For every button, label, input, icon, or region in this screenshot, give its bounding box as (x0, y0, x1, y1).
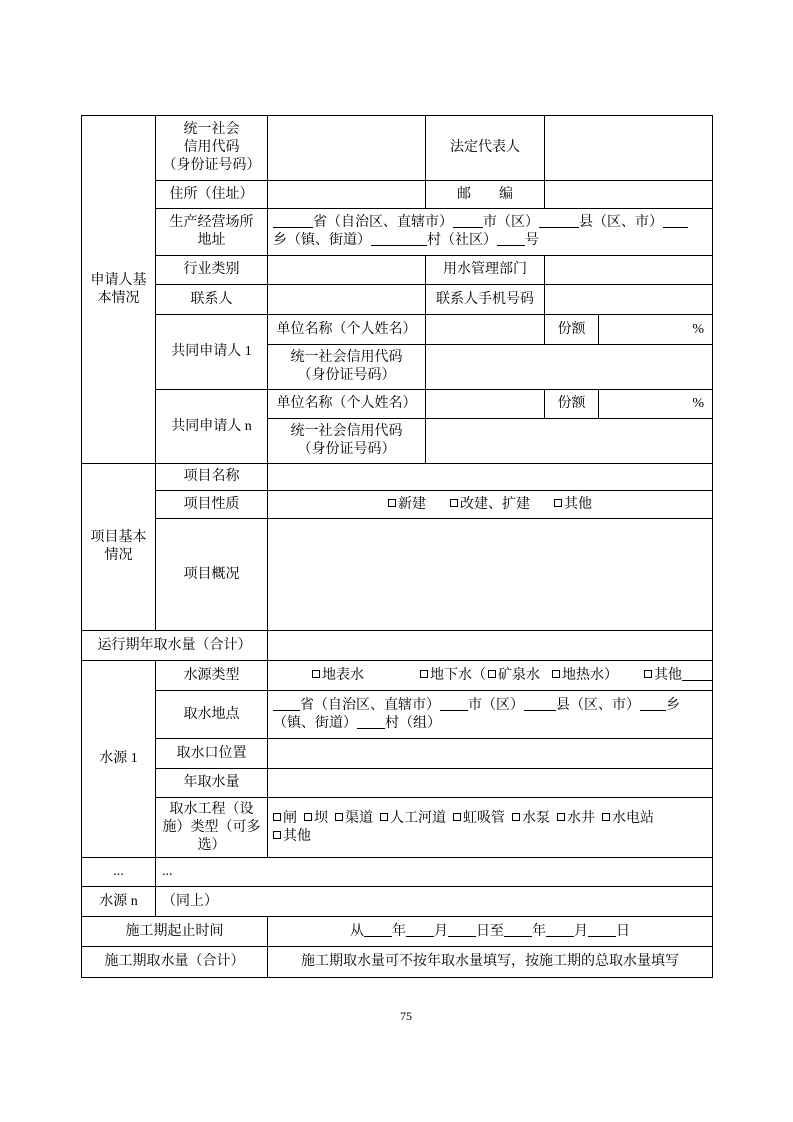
site-address-label-line: 生产经营场所 (169, 215, 254, 230)
fill-blank (682, 667, 713, 681)
co-applicant-name-label: 单位名称（个人姓名） (268, 315, 426, 345)
credit-code-label-line: 信用代码 (183, 140, 240, 155)
option-label: 矿泉水 (498, 667, 540, 683)
nature-option (450, 496, 530, 514)
fill-blank (640, 697, 666, 711)
option-label: 水井 (567, 810, 595, 826)
postcode-field (545, 181, 713, 209)
industry-field (268, 256, 426, 285)
facility-option (273, 828, 311, 846)
checkbox-icon (644, 670, 652, 678)
period-part: 年 (532, 923, 546, 939)
application-form-table (81, 115, 713, 978)
checkbox-icon (554, 499, 562, 507)
co-applicant-code-label-line: 统一社会信用代码 (290, 424, 403, 439)
nature-option (554, 496, 592, 514)
site-address-field (268, 209, 713, 256)
intake-location-line (273, 697, 708, 715)
contact-phone-label: 联系人手机号码 (426, 285, 545, 315)
credit-code-field (268, 116, 426, 181)
credit-code-label (156, 116, 268, 181)
period-part: 从 (350, 923, 364, 939)
fill-blank (273, 697, 300, 711)
period-part: 月 (574, 923, 588, 939)
option-label: 新建 (398, 496, 426, 512)
annual-volume-field (268, 769, 713, 798)
co-applicant-label: 共同申请人 1 (156, 315, 268, 390)
facility-option (380, 810, 446, 828)
facility-option (602, 810, 654, 828)
co-applicant-code-label-line: （身份证号码） (297, 442, 396, 457)
checkbox-icon (512, 813, 520, 821)
address-part: 省（自治区、直辖市） (313, 215, 453, 230)
period-part: 月 (434, 923, 448, 939)
option-label: 闸 (283, 810, 297, 826)
checkbox-icon (304, 813, 312, 821)
fill-blank (448, 923, 476, 937)
project-name-label: 项目名称 (156, 464, 268, 491)
site-address-label (156, 209, 268, 256)
facility-option (304, 810, 328, 828)
option-label: 人工河道 (390, 810, 446, 826)
co-applicant-share-label: 份额 (545, 315, 599, 345)
contact-label: 联系人 (156, 285, 268, 315)
water-dept-label: 用水管理部门 (426, 256, 545, 285)
source-type-option (488, 667, 540, 685)
co-applicant-code-field (426, 419, 713, 464)
fill-blank (588, 923, 616, 937)
fill-blank (364, 923, 392, 937)
co-applicant-share-label: 份额 (545, 390, 599, 419)
option-label: 改建、扩建 (460, 496, 530, 512)
fill-blank (406, 923, 434, 937)
option-label: 虹吸管 (463, 810, 505, 826)
construction-period-label: 施工期起止时间 (82, 917, 268, 947)
legal-rep-label: 法定代表人 (426, 116, 545, 181)
option-label: 其他 (283, 828, 311, 844)
checkbox-icon (273, 831, 281, 839)
ellipsis-left: ... (82, 858, 156, 887)
facility-option (557, 810, 595, 828)
period-part: 日至 (476, 923, 504, 939)
checkbox-icon (388, 499, 396, 507)
co-applicant-name-label: 单位名称（个人姓名） (268, 390, 426, 419)
checkbox-icon (273, 813, 281, 821)
checkbox-icon (602, 813, 610, 821)
location-part: 村（组） (385, 715, 441, 731)
fill-blank (273, 214, 313, 228)
option-label: 地表水 (322, 667, 364, 683)
option-label: 其他 (654, 667, 682, 683)
checkbox-icon (420, 670, 428, 678)
industry-label: 行业类别 (156, 256, 268, 285)
annual-volume-label: 年取水量 (156, 769, 268, 798)
fill-blank (663, 214, 688, 228)
source-n-note: （同上） (156, 887, 713, 917)
source-type-option (644, 667, 713, 685)
source-type-label: 水源类型 (156, 661, 268, 691)
fill-blank (524, 697, 556, 711)
project-nature-label: 项目性质 (156, 491, 268, 519)
fill-blank (453, 214, 483, 228)
site-address-line (273, 214, 708, 232)
credit-code-label-line: （身份证号码） (162, 158, 261, 173)
facility-type-label-line: 选） (197, 837, 226, 853)
fill-blank (546, 923, 574, 937)
option-label: 坝 (314, 810, 328, 826)
location-part: 乡 (666, 697, 680, 713)
site-address-label-line: 地址 (197, 233, 226, 248)
co-applicant-code-field (426, 345, 713, 390)
co-applicant-share-field: % (599, 315, 713, 345)
annual-intake-label: 运行期年取水量（合计） (82, 631, 268, 661)
contact-phone-field (545, 285, 713, 315)
facility-option (453, 810, 505, 828)
ellipsis-right: ... (156, 858, 713, 887)
co-applicant-code-label-line: 统一社会信用代码 (290, 350, 403, 365)
address-part: 村（社区） (427, 233, 497, 248)
address-part: 市（区） (483, 215, 539, 230)
project-overview-label: 项目概况 (156, 519, 268, 631)
checkbox-icon (552, 670, 560, 678)
intake-position-field (268, 739, 713, 769)
checkbox-icon (453, 813, 461, 821)
intake-location-label: 取水地点 (156, 691, 268, 739)
project-section-label-line: 情况 (104, 548, 133, 563)
facility-type-options (268, 798, 713, 858)
co-applicant-name-field (426, 390, 545, 419)
facility-type-label-line: 施）类型（可多 (162, 819, 261, 835)
project-section-label-line: 项目基本 (90, 530, 147, 545)
option-label: 地热水） (562, 667, 618, 683)
source-1-label: 水源 1 (82, 661, 156, 858)
annual-intake-field (268, 631, 713, 661)
site-address-line (273, 232, 708, 250)
contact-field (268, 285, 426, 315)
fill-blank (371, 232, 427, 246)
co-applicant-share-field: % (599, 390, 713, 419)
checkbox-icon (557, 813, 565, 821)
construction-period-field (268, 917, 713, 947)
applicant-section-label (82, 116, 156, 464)
project-overview-field (268, 519, 713, 631)
project-name-field (268, 464, 713, 491)
postcode-label: 邮 编 (426, 181, 545, 209)
option-label: 水泵 (522, 810, 550, 826)
facility-option (273, 810, 297, 828)
co-applicant-code-label (268, 345, 426, 390)
fill-blank (357, 715, 385, 729)
address-part: 乡（镇、街道） (273, 233, 371, 248)
location-part: 省（自治区、直辖市） (300, 697, 440, 713)
co-applicant-name-field (426, 315, 545, 345)
credit-code-label-line: 统一社会 (183, 122, 240, 137)
source-n-label: 水源 n (82, 887, 156, 917)
fill-blank (539, 214, 579, 228)
co-applicant-label: 共同申请人 n (156, 390, 268, 464)
source-type-options (268, 661, 713, 691)
nature-option (388, 496, 426, 514)
fill-blank (497, 232, 525, 246)
residence-label: 住所（住址） (156, 181, 268, 209)
facility-options-line (273, 828, 708, 846)
fill-blank (440, 697, 468, 711)
legal-rep-field (545, 116, 713, 181)
intake-location-line (273, 715, 708, 733)
construction-intake-label: 施工期取水量（合计） (82, 947, 268, 978)
facility-option (512, 810, 550, 828)
option-label: 渠道 (345, 810, 373, 826)
checkbox-icon (312, 670, 320, 678)
location-part: 市（区） (468, 697, 524, 713)
construction-intake-note: 施工期取水量可不按年取水量填写，按施工期的总取水量填写 (268, 947, 713, 978)
source-type-option (312, 667, 364, 685)
facility-type-label (156, 798, 268, 858)
applicant-section-label-line: 本情况 (97, 290, 140, 306)
intake-position-label: 取水口位置 (156, 739, 268, 769)
project-section-label (82, 464, 156, 631)
checkbox-icon (450, 499, 458, 507)
checkbox-icon (335, 813, 343, 821)
facility-option (335, 810, 373, 828)
address-part: 县（区、市） (579, 215, 663, 230)
option-label: 水电站 (612, 810, 654, 826)
source-type-option (420, 667, 486, 685)
period-part: 日 (616, 923, 630, 939)
location-part: （镇、街道） (273, 715, 357, 731)
applicant-section-label-line: 申请人基 (90, 272, 147, 288)
checkbox-icon (380, 813, 388, 821)
project-nature-options (268, 491, 713, 519)
source-type-option (552, 667, 618, 685)
address-part: 号 (525, 233, 539, 248)
co-applicant-code-label (268, 419, 426, 464)
checkbox-icon (488, 670, 496, 678)
option-label: 地下水（ (430, 667, 486, 683)
facility-options-line (273, 810, 708, 828)
residence-field (268, 181, 426, 209)
page-number: 75 (400, 1009, 412, 1023)
fill-blank (504, 923, 532, 937)
intake-location-field (268, 691, 713, 739)
location-part: 县（区、市） (556, 697, 640, 713)
option-label: 其他 (564, 496, 592, 512)
co-applicant-code-label-line: （身份证号码） (297, 368, 396, 383)
water-dept-field (545, 256, 713, 285)
period-part: 年 (392, 923, 406, 939)
facility-type-label-line: 取水工程（设 (169, 801, 254, 817)
